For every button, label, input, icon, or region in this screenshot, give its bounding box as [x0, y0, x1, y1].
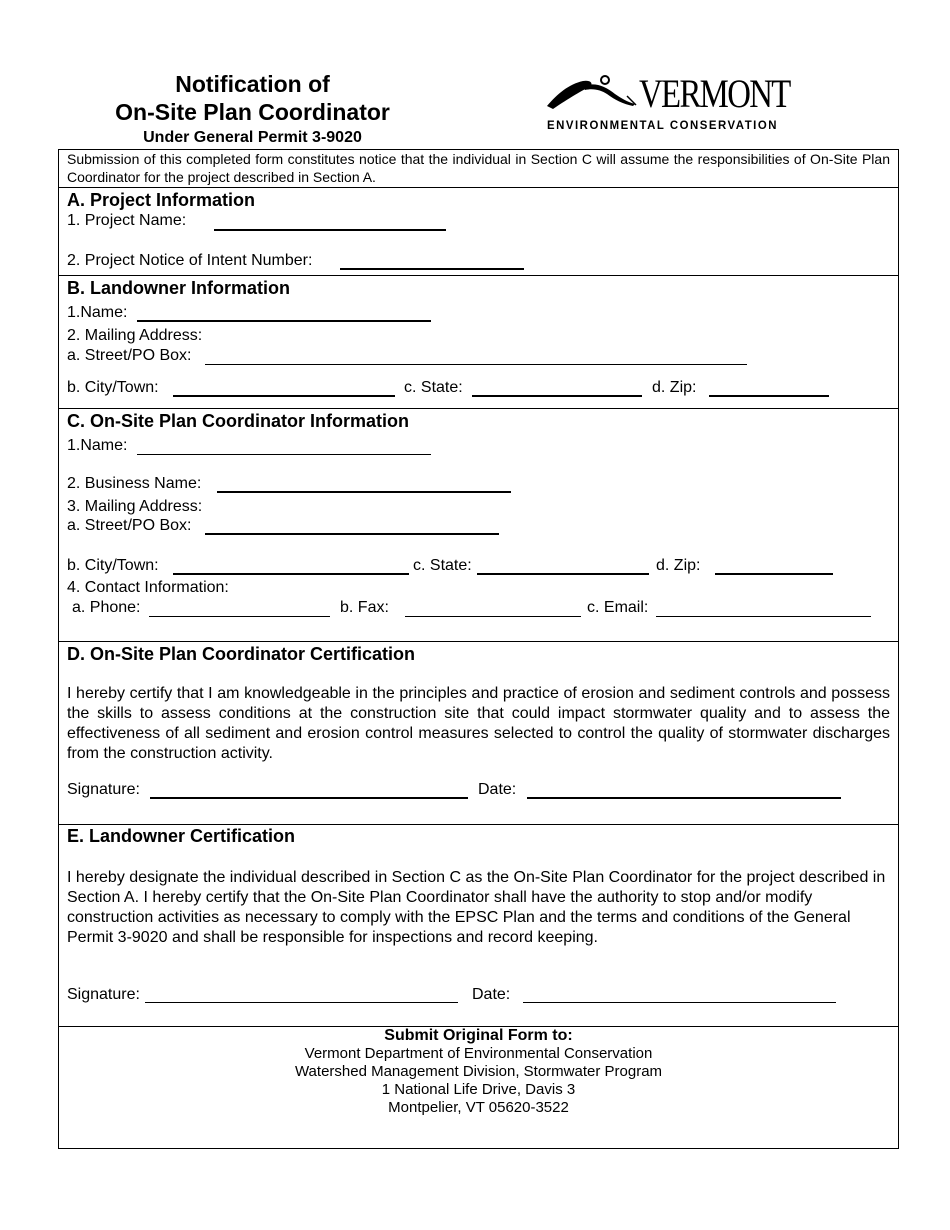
coordinator-state-label: c. State:	[413, 557, 472, 574]
landowner-state-field[interactable]	[472, 395, 642, 397]
submit-line-2: Watershed Management Division, Stormwater Program	[294, 1063, 663, 1080]
coordinator-signature-label: Signature:	[67, 781, 140, 798]
landowner-city-field[interactable]	[173, 395, 395, 397]
form-container	[58, 149, 899, 1149]
coordinator-certification-text: I hereby certify that I am knowledgeable in the principles and practice of erosion and sediment controls and possess the skills to assess conditions at the construction site that could impact stormwater quality and to assess the effectiveness of all sediment and erosion control measures selected to control the quality of stormwater discharges from the construction activity.	[67, 685, 890, 762]
logo-tagline: ENVIRONMENTAL CONSERVATION	[547, 118, 779, 132]
submit-title: Submit Original Form to:	[384, 1027, 573, 1044]
landowner-signature-label: Signature:	[67, 986, 140, 1003]
coordinator-signature-field[interactable]	[150, 797, 468, 799]
section-e	[59, 825, 898, 1027]
section-c	[59, 409, 898, 642]
fax-field[interactable]	[405, 616, 581, 617]
landowner-name-field[interactable]	[137, 320, 431, 322]
landowner-name-label: 1.Name:	[67, 304, 128, 321]
section-a	[59, 188, 898, 276]
landowner-zip-label: d. Zip:	[652, 379, 697, 396]
project-name-field[interactable]	[214, 229, 446, 231]
landowner-city-label: b. City/Town:	[67, 379, 159, 396]
coordinator-mailing-label: 3. Mailing Address:	[67, 498, 203, 515]
landowner-mailing-label: 2. Mailing Address:	[67, 327, 203, 344]
email-field[interactable]	[656, 616, 871, 617]
submit-address-block	[59, 1026, 898, 1117]
submit-line-1: Vermont Department of Environmental Conservation	[304, 1045, 653, 1062]
section-c-heading: C. On-Site Plan Coordinator Information	[67, 411, 409, 431]
section-d-heading: D. On-Site Plan Coordinator Certification	[67, 644, 416, 664]
vermont-bird-logo-icon	[543, 72, 643, 112]
coordinator-date-label: Date:	[478, 781, 517, 798]
landowner-street-field[interactable]	[205, 364, 747, 365]
coordinator-street-label: a. Street/PO Box:	[67, 517, 192, 534]
coordinator-city-label: b. City/Town:	[67, 557, 159, 574]
submit-line-3: 1 National Life Drive, Davis 3	[381, 1081, 576, 1098]
project-name-label: 1. Project Name:	[67, 212, 187, 229]
coordinator-zip-label: d. Zip:	[656, 557, 701, 574]
coordinator-name-label: 1.Name:	[67, 437, 128, 454]
section-a-heading: A. Project Information	[67, 190, 256, 210]
logo-wordmark: VERMONT	[639, 71, 790, 116]
coordinator-street-field[interactable]	[205, 533, 499, 535]
section-e-heading: E. Landowner Certification	[67, 826, 296, 846]
coordinator-zip-field[interactable]	[715, 573, 833, 575]
coordinator-state-field[interactable]	[477, 573, 649, 575]
vermont-dec-logo	[543, 72, 803, 136]
landowner-date-field[interactable]	[523, 1002, 836, 1003]
landowner-zip-field[interactable]	[709, 395, 829, 397]
business-name-field[interactable]	[217, 491, 511, 493]
coordinator-date-field[interactable]	[527, 797, 841, 799]
notice-number-field[interactable]	[340, 268, 524, 270]
form-title-block	[100, 70, 405, 148]
form-title-line1: Notification of	[175, 71, 330, 97]
phone-label: a. Phone:	[72, 599, 141, 616]
landowner-state-label: c. State:	[404, 379, 463, 396]
submit-line-4: Montpelier, VT 05620-3522	[388, 1099, 569, 1116]
business-name-label: 2. Business Name:	[67, 475, 202, 492]
landowner-signature-field[interactable]	[145, 1002, 458, 1003]
form-title-line2: On-Site Plan Coordinator	[115, 99, 390, 125]
section-d	[59, 642, 898, 825]
contact-info-label: 4. Contact Information:	[67, 579, 229, 596]
section-b	[59, 276, 898, 409]
coordinator-city-field[interactable]	[173, 573, 409, 575]
section-b-heading: B. Landowner Information	[67, 278, 290, 298]
intro-section	[59, 150, 898, 188]
phone-field[interactable]	[149, 616, 330, 617]
coordinator-name-field[interactable]	[137, 454, 431, 455]
intro-text: Submission of this completed form constitutes notice that the individual in Section C will assume the responsibilities of On-Site Plan Coordinator for the project described in Section A.	[67, 151, 890, 185]
landowner-certification-text: I hereby designate the individual described in Section C as the On-Site Plan Coordinator for the project described in Section A. I hereby certify that the On-Site Plan Coordinator shall have the authority to stop and/or modify construction activities as necessary to comply with the EPSC Plan and the terms and conditions of the General Permit 3-9020 and shall be responsible for inspections and record keeping.	[67, 869, 886, 946]
landowner-street-label: a. Street/PO Box:	[67, 347, 192, 364]
landowner-date-label: Date:	[472, 986, 511, 1003]
email-label: c. Email:	[587, 599, 649, 616]
fax-label: b. Fax:	[340, 599, 389, 616]
form-subtitle: Under General Permit 3-9020	[143, 129, 362, 146]
notice-number-label: 2. Project Notice of Intent Number:	[67, 252, 313, 269]
